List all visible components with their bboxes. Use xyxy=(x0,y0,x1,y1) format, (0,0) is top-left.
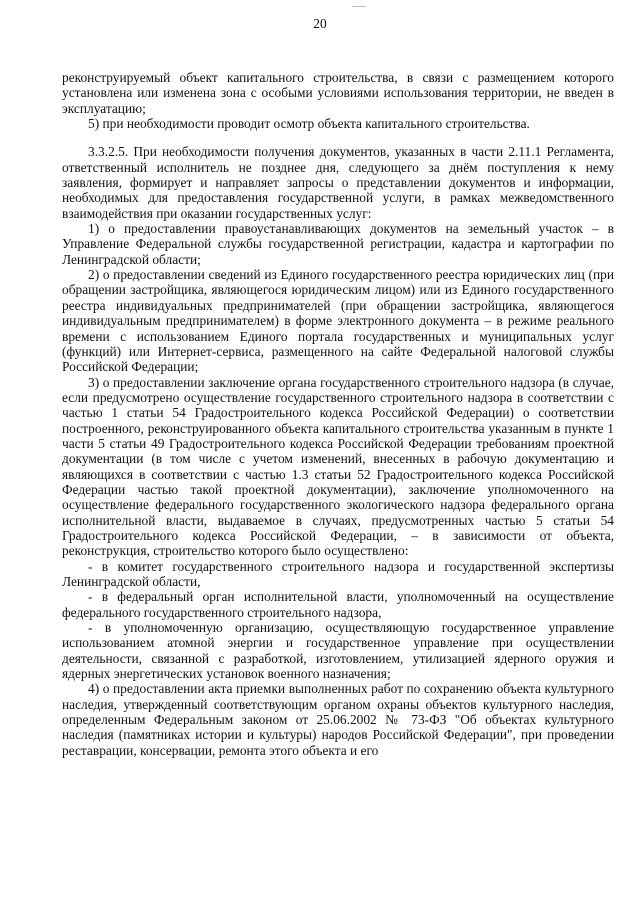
paragraph-item-2: 2) о предоставлении сведений из Единого государственного реестра юридических лиц (при обращении застройщика, являющегося юридическим лицом) или из Единого государственного реестра индивидуальных предпринимателей (при обращении застройщика, являющегося индивидуальным предпринимателем) в форме электронного документа – в режиме реального времени с использованием Единого портала государственных и муниципальных услуг (функций) или Интернет-сервиса, размещенного на сайте Федеральной налоговой службы Российской Федерации; xyxy=(62,267,614,375)
paragraph-item-1: 1) о предоставлении правоустанавливающих документов на земельный участок – в Управление Федеральной службы государственной регистрации, кадастра и картографии по Ленинградской области; xyxy=(62,221,614,267)
paragraph-bullet-federal-body: - в федеральный орган исполнительной власти, уполномоченный на осуществление федерального государственного строительного надзора, xyxy=(62,589,614,620)
paragraph-continuation: реконструируемый объект капитального строительства, в связи с размещением которого установлена или изменена зона с особыми условиями использования территории, не введен в эксплуатацию; xyxy=(62,70,614,116)
document-body xyxy=(62,70,614,758)
paragraph-section-3-3-2-5: 3.3.2.5. При необходимости получения документов, указанных в части 2.11.1 Регламента, ответственный исполнитель не позднее дня, следующего за днём поступления к нему заявления, формирует и направляет запросы о представлении документов и информации, необходимых для предоставления государственной услуги, в рамках межведомственного взаимодействия при оказании государственных услуг: xyxy=(62,144,614,221)
paragraph-bullet-atomic-organization: - в уполномоченную организацию, осуществляющую государственное управление использованием атомной энергии и государственное управление при осуществлении деятельности, связанной с разработкой, изготовлением, утилизацией ядерного оружия и ядерных энергетических установок военного назначения; xyxy=(62,620,614,682)
paragraph-item-5: 5) при необходимости проводит осмотр объекта капитального строительства. xyxy=(88,116,530,132)
paragraph-bullet-regional-committee: - в комитет государственного строительного надзора и государственной экспертизы Ленинградской области, xyxy=(62,558,614,589)
paragraph-item-4: 4) о предоставлении акта приемки выполненных работ по сохранению объекта культурного наследия, утвержденный соответствующим органом охраны объектов культурного наследия, определенным Федеральным законом от 25.06.2002 № 73-ФЗ "Об объектах культурного наследия (памятниках истории и культуры) народов Российской Федерации", при проведении реставрации, консервации, ремонта этого объекта и его xyxy=(62,681,614,758)
page-number: 20 xyxy=(313,16,327,31)
scan-artifact xyxy=(352,0,366,7)
paragraph-item-3: 3) о предоставлении заключение органа государственного строительного надзора (в случае, если предусмотрено осуществление государственного строительного надзора в соответствии с частью 1 статьи 54 Градостроительного кодекса Российской Федерации) о соответствии построенного, реконструированного объекта капитального строительства указанным в пункте 1 части 5 статьи 49 Градостроительного кодекса Российской Федерации требованиям проектной документации (в том числе с учетом изменений, внесенных в рабочую документацию и являющихся в соответствии с частью 1.3 статьи 52 Градостроительного кодекса Российской Федерации частью такой проектной документации), заключение уполномоченного на осуществление федерального государственного экологического надзора федерального органа исполнительной власти, выдаваемое в случаях, предусмотренных частью 5 статьи 54 Градостроительного кодекса Российской Федерации, – в зависимости от объекта, реконструкция, строительство которого было осуществлено: xyxy=(62,374,614,559)
